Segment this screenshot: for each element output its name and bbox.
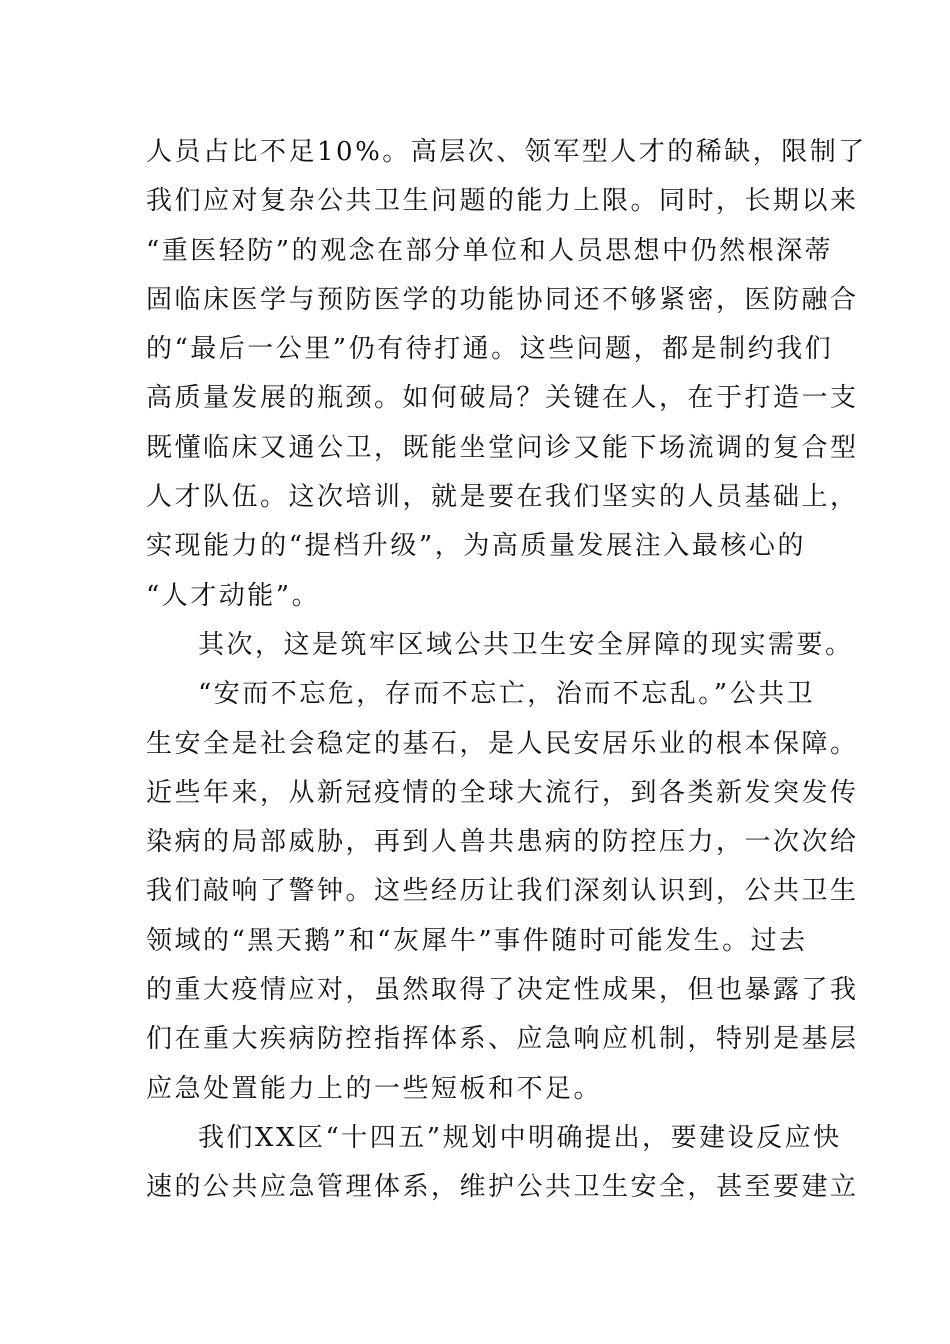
text-line: 领域的“黑天鹅”和“灰犀牛”事件随时可能发生。过去 bbox=[146, 925, 808, 956]
text-line: 近些年来，从新冠疫情的全球大流行，到各类新发突发传 bbox=[146, 777, 859, 808]
text-line: 人才队伍。这次培训，就是要在我们坚实的人员基础上， bbox=[146, 482, 859, 513]
text-line: 们在重大疾病防控指挥体系、应急响应机制，特别是基层 bbox=[146, 1024, 859, 1055]
text-line: 的“最后一公里”仍有待打通。这些问题，都是制约我们 bbox=[146, 334, 834, 365]
text-line: 我们敲响了警钟。这些经历让我们深刻认识到，公共卫生 bbox=[146, 876, 859, 907]
text-line: “重医轻防”的观念在部分单位和人员思想中仍然根深蒂 bbox=[146, 235, 834, 266]
document-body bbox=[146, 128, 867, 1213]
text-line: 我们XX区“十四五”规划中明确提出，要建设反应快 bbox=[198, 1122, 842, 1153]
section-heading: 其次，这是筑牢区域公共卫生安全屏障的现实需要。 bbox=[198, 629, 854, 660]
text-line: “安而不忘危，存而不忘亡，治而不忘乱。”公共卫 bbox=[198, 679, 816, 710]
text-line: 速的公共应急管理体系，维护公共卫生安全，甚至要建立 bbox=[146, 1172, 859, 1203]
text-line: 的重大疫情应对，虽然取得了决定性成果，但也暴露了我 bbox=[146, 975, 859, 1006]
text-line: 既懂临床又通公卫，既能坐堂问诊又能下场流调的复合型 bbox=[146, 432, 859, 463]
text-line: 应急处置能力上的一些短板和不足。 bbox=[146, 1073, 603, 1104]
text-line: 生安全是社会稳定的基石，是人民安居乐业的根本保障。 bbox=[146, 728, 859, 759]
text-line: 染病的局部威胁，再到人兽共患病的防控压力，一次次给 bbox=[146, 827, 859, 858]
text-line: “人才动能”。 bbox=[146, 580, 321, 611]
text-line: 固临床医学与预防医学的功能协同还不够紧密，医防融合 bbox=[146, 284, 859, 315]
text-line: 我们应对复杂公共卫生问题的能力上限。同时，长期以来 bbox=[146, 186, 859, 217]
text-line: 人员占比不足10%。高层次、领军型人才的稀缺，限制了 bbox=[146, 137, 867, 167]
text-line: 高质量发展的瓶颈。如何破局？关键在人，在于打造一支 bbox=[146, 383, 859, 414]
text-line: 实现能力的“提档升级”，为高质量发展注入最核心的 bbox=[146, 531, 806, 562]
